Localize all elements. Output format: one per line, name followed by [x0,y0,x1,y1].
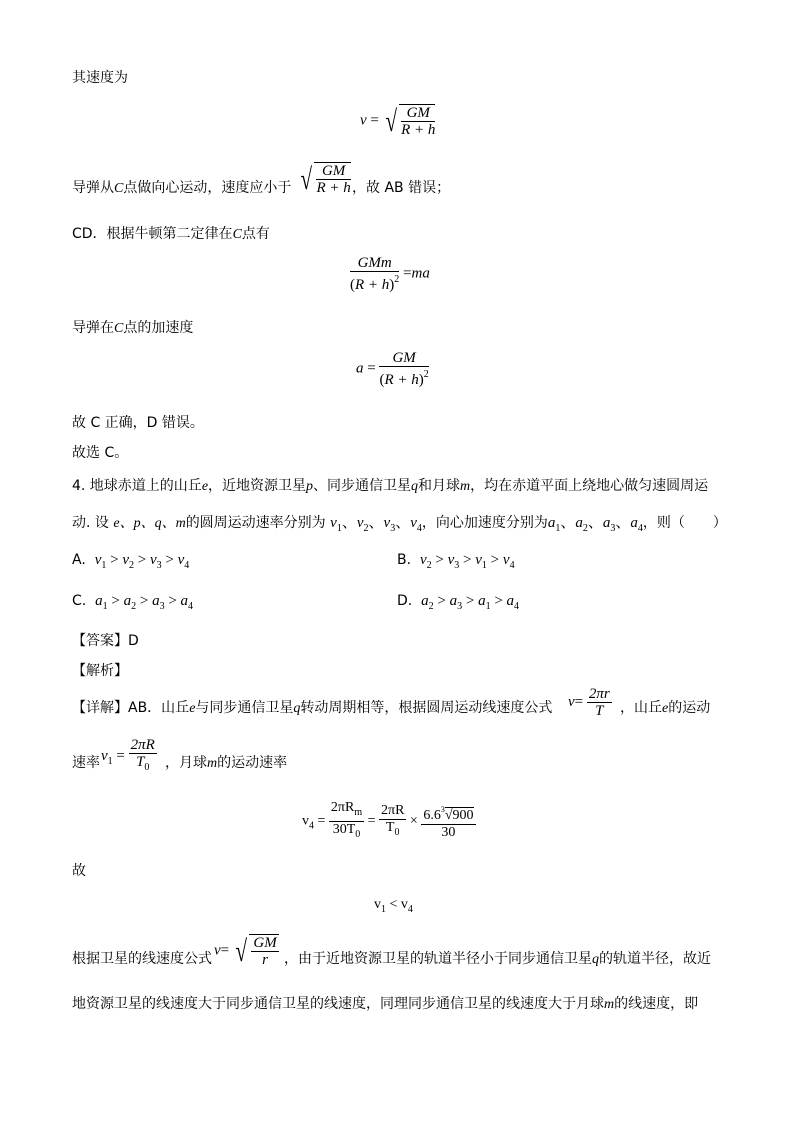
formula-newton: $\frac{\text{GMm}}{(R + h)^2}$ =ma [350,255,430,293]
text-line: 其速度为 [72,70,128,86]
text-line: 地资源卫星的线速度大于同步通信卫星的线速度，同理同步通信卫星的线速度大于月球m的线速度，即 [72,996,699,1012]
formula-v-circular: v= $\frac{2\pi r}{T}$ [568,686,610,719]
option-a: A. $v_1 > v_2 > v_3 > v_4$ [72,552,190,571]
option-b: B. $v_2 > v_3 > v_1 > v_4$ [397,552,515,571]
formula-inline-velocity: √ $\frac{GM}{R + h}$ [300,162,351,196]
formula-acceleration: a = $\frac{GM}{(R + h)^2}$ [356,350,429,388]
formula-velocity: v = √ $\frac{GM}{R + h}$ [360,104,436,138]
formula-v-sat: v= √ $\frac{GM}{r}$ [214,934,277,968]
detail-line: ，月球m的运动速率 [165,755,288,771]
question-stem: 动. 设 e、p、q、m的圆周运动速率分别为 $v_1$、$v_2$、$v_3$、$v_4$，向心加速度分别为$a_1$、$a_2$、$a_3$、$a_4$，则（ ） [72,515,727,534]
detail-line: ，山丘e的运动 [620,700,711,716]
text-line: 导弹在C点的加速度 [72,320,194,336]
question-stem: 4. 地球赤道上的山丘e，近地资源卫星p、同步通信卫星q和月球m，均在赤道平面上绕地心做匀速圆周运 [72,478,709,494]
option-c: C. $a_1 > a_2 > a_3 > a_4$ [72,593,194,612]
analysis-tag: 【解析】 [72,663,128,679]
text-line: ，故 AB 错误； [352,180,451,196]
formula-v1: $v_1$ = $\frac{2\pi R}{T_0}$ [101,737,155,773]
detail-line: 【详解】AB．山丘e与同步通信卫星q转动周期相等，根据圆周运动线速度公式 [72,700,553,716]
detail-line: 速率 [72,755,100,771]
text-line: 根据卫星的线速度公式 [72,951,212,967]
text-line: ，由于近地资源卫星的轨道半径小于同步通信卫星q的轨道半径，故近 [284,951,711,967]
option-d: D. $a_2 > a_3 > a_1 > a_4$ [397,593,520,612]
text-line: 导弹从C点做向心运动，速度应小于 [72,180,292,196]
text-line: CD．根据牛顿第二定律在C点有 [72,226,270,242]
formula-v4: $v_4$ = $\frac{2\pi R_m}{30T_0}$ = $\frac{2\pi R}{T_0}$ × $\frac{6.6^3√900}{30}$ [302,800,474,840]
text-line: 故 C 正确，D 错误。 [72,415,204,431]
text-line: 故选 C。 [72,445,129,461]
text-line: 故 [72,863,86,879]
formula-v1-lt-v4: $v_1 < v_4$ [374,897,413,915]
answer-line: 【答案】D [72,633,139,649]
